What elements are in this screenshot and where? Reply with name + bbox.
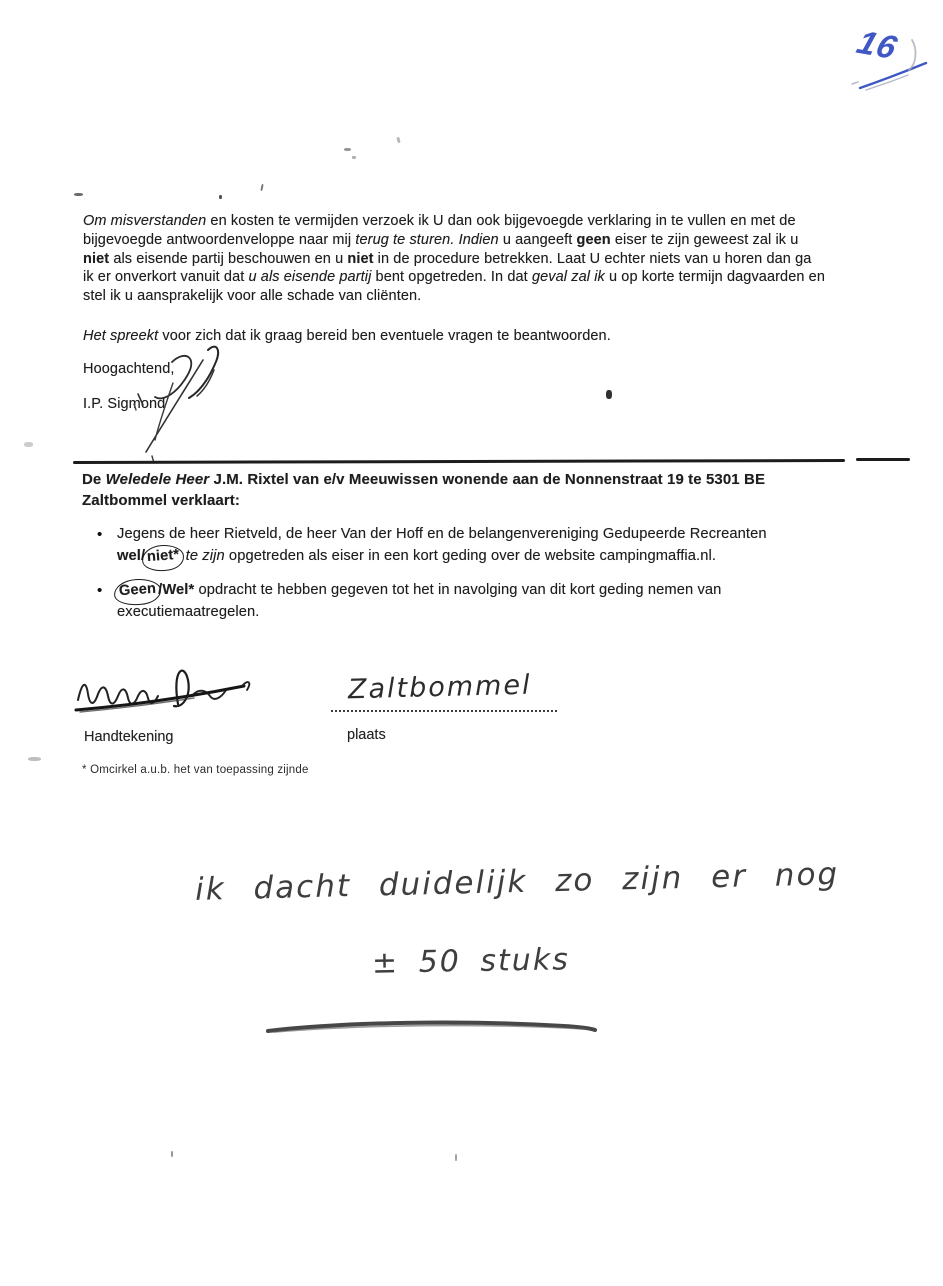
signature-scribble-sigmond: [110, 340, 242, 466]
footnote: * Omcirkel a.u.b. het van toepassing zijnde: [82, 764, 309, 776]
declaration-heading: De Weledele Heer J.M. Rixtel van e/v Meeuwissen wonende aan de Nonnenstraat 19 te 5301 BE Zaltbommel verklaart:: [82, 471, 766, 509]
page-number-text: 16: [852, 23, 903, 66]
scan-speck: [28, 757, 41, 761]
page-number-underline-strokes: [846, 18, 936, 96]
declaration-item-2: • Geen /Wel* opdracht te hebben gegeven tot het in navolging van dit kort geding nemen van executiemaatregelen.: [117, 580, 777, 623]
closing-salutation: Hoogachtend,: [83, 361, 175, 377]
scan-speck: [74, 193, 83, 196]
section-divider-dash: [856, 458, 910, 461]
scan-speck: [352, 156, 356, 159]
signer-name: I.P. Sigmond: [83, 396, 166, 412]
signature-scribble-declarant: [74, 660, 272, 720]
scan-speck: [24, 442, 33, 447]
handwritten-underline: [264, 1018, 600, 1038]
handwritten-note-line2: ± 50 stuks: [371, 942, 571, 981]
signature-label: Handtekening: [84, 729, 174, 745]
handwritten-note-line1: ik dacht duidelijk zo zijn er nog: [194, 856, 840, 908]
section-divider: [73, 459, 845, 464]
scan-speck: [219, 195, 222, 199]
place-label: plaats: [347, 727, 386, 743]
scan-speck: [396, 137, 400, 144]
letter-paragraph-1: Om misverstanden en kosten te vermijden verzoek ik U dan ook bijgevoegde verklaring in te vullen en met de bijgevoegde antwoordenveloppe naar mij terug te sturen. Indien u aangeeft geen eiser te zijn geweest zal ik u niet als eisende partij beschouwen en u niet in de procedure betrekken. Laat U echter niets van u horen dan ga ik er onverkort vanuit dat u als eisende partij bent opgetreden. In dat geval zal ik u op korte termijn dagvaarden en stel ik u aansprakelijk voor alle schade van cliënten.: [83, 213, 826, 305]
scan-speck: [455, 1154, 457, 1161]
scan-speck: [171, 1151, 173, 1157]
scan-speck: [260, 184, 263, 191]
place-handwritten-value: Zaltbommel: [347, 669, 532, 706]
scan-speck: [606, 390, 612, 399]
letter-paragraph-2: Het spreekt voor zich dat ik graag bereid ben eventuele vragen te beantwoorden.: [83, 328, 611, 344]
scan-speck: [344, 148, 351, 151]
declaration-item-1: • Jegens de heer Rietveld, de heer Van der Hoff en de belangenvereniging Gedupeerde Recreanten wel/niet* te zijn opgetreden als eiser in een kort geding over de website campingmaffia.nl.: [117, 524, 777, 567]
declaration-list: [117, 524, 777, 636]
